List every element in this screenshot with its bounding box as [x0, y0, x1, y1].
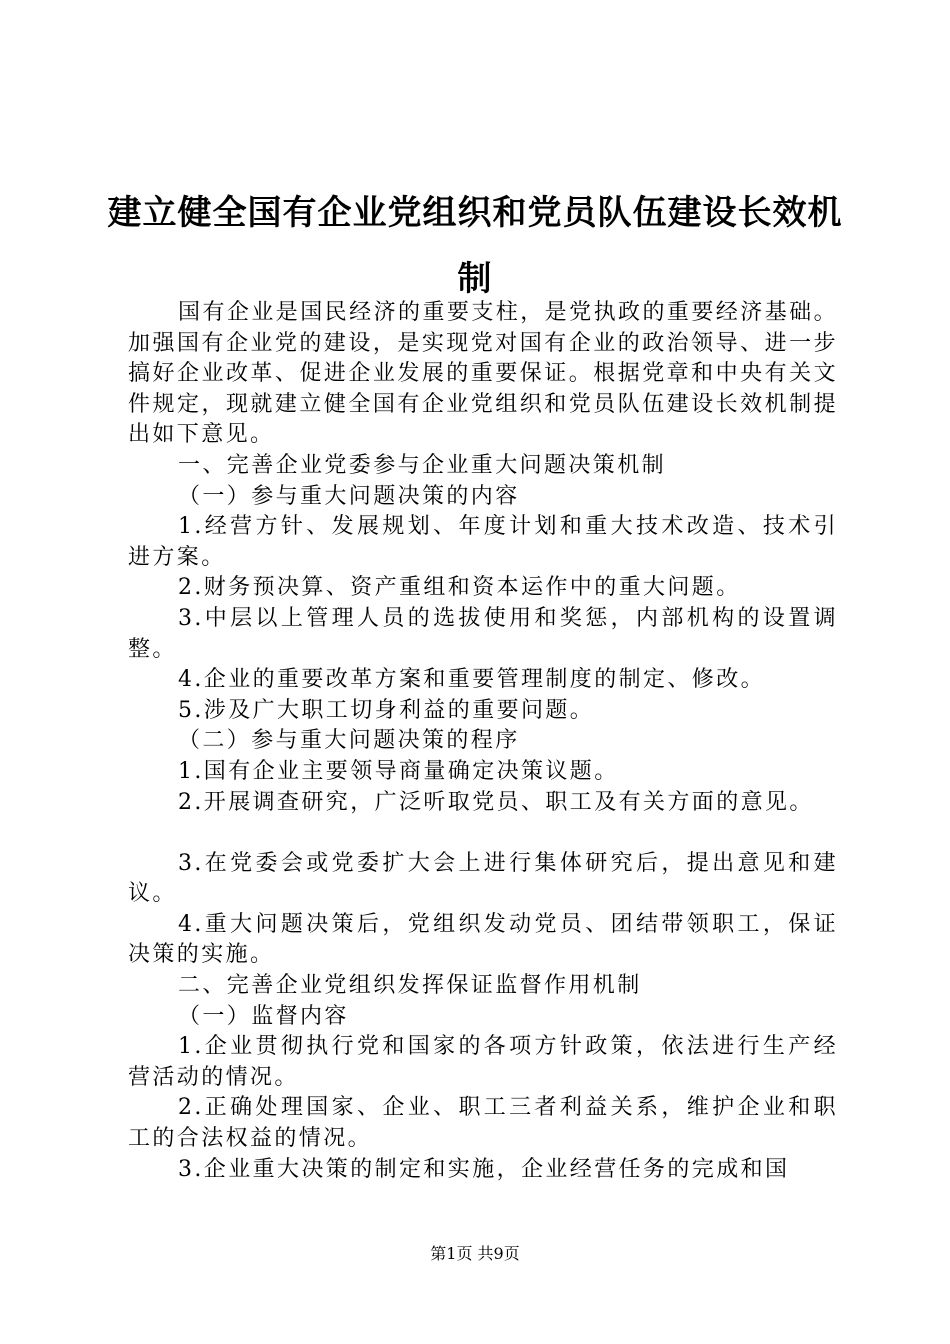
- paragraph-intro: 国有企业是国民经济的重要支柱，是党执政的重要经济基础。加强国有企业党的建设，是实现党对国有企业的政治领导、进一步搞好企业改革、促进企业发展的重要保证。根据党章和中央有关文件规定，现就建立健全国有企业党组织和党员队伍建设长效机制提出如下意见。: [128, 300, 838, 448]
- list-item: 1.经营方针、发展规划、年度计划和重大技术改造、技术引进方案。: [128, 514, 838, 570]
- list-item: 4.企业的重要改革方案和重要管理制度的制定、修改。: [178, 667, 765, 693]
- list-item: 5.涉及广大职工切身利益的重要问题。: [178, 697, 595, 723]
- list-item: 3.在党委会或党委扩大会上进行集体研究后，提出意见和建议。: [128, 850, 838, 907]
- list-item: 3.中层以上管理人员的选拔使用和奖惩，内部机构的设置调整。: [128, 605, 838, 662]
- subsection-heading-1-2: （二）参与重大问题决策的程序: [178, 728, 520, 754]
- document-body: [128, 298, 838, 1185]
- page-footer: 第1页 共9页: [430, 1244, 520, 1263]
- document-title: 建立健全国有企业党组织和党员队伍建设长效机制: [107, 193, 843, 299]
- list-item: 3.企业重大决策的制定和实施，企业经营任务的完成和国: [178, 1156, 790, 1182]
- list-item: 2.财务预决算、资产重组和资本运作中的重大问题。: [178, 575, 741, 601]
- blank-line: [128, 818, 838, 849]
- subsection-heading-1-1: （一）参与重大问题决策的内容: [178, 483, 520, 509]
- list-item: 2.正确处理国家、企业、职工三者利益关系，维护企业和职工的合法权益的情况。: [128, 1095, 838, 1152]
- list-item: 2.开展调查研究，广泛听取党员、职工及有关方面的意见。: [178, 789, 814, 815]
- section-heading-1: 一、完善企业党委参与企业重大问题决策机制: [178, 452, 667, 478]
- list-item: 1.企业贯彻执行党和国家的各项方针政策，依法进行生产经营活动的情况。: [128, 1034, 838, 1090]
- list-item: 1.国有企业主要领导商量确定决策议题。: [178, 758, 619, 784]
- section-heading-2: 二、完善企业党组织发挥保证监督作用机制: [178, 973, 642, 999]
- list-item: 4.重大问题决策后，党组织发动党员、团结带领职工，保证决策的实施。: [128, 911, 838, 968]
- subsection-heading-2-1: （一）监督内容: [178, 1003, 349, 1029]
